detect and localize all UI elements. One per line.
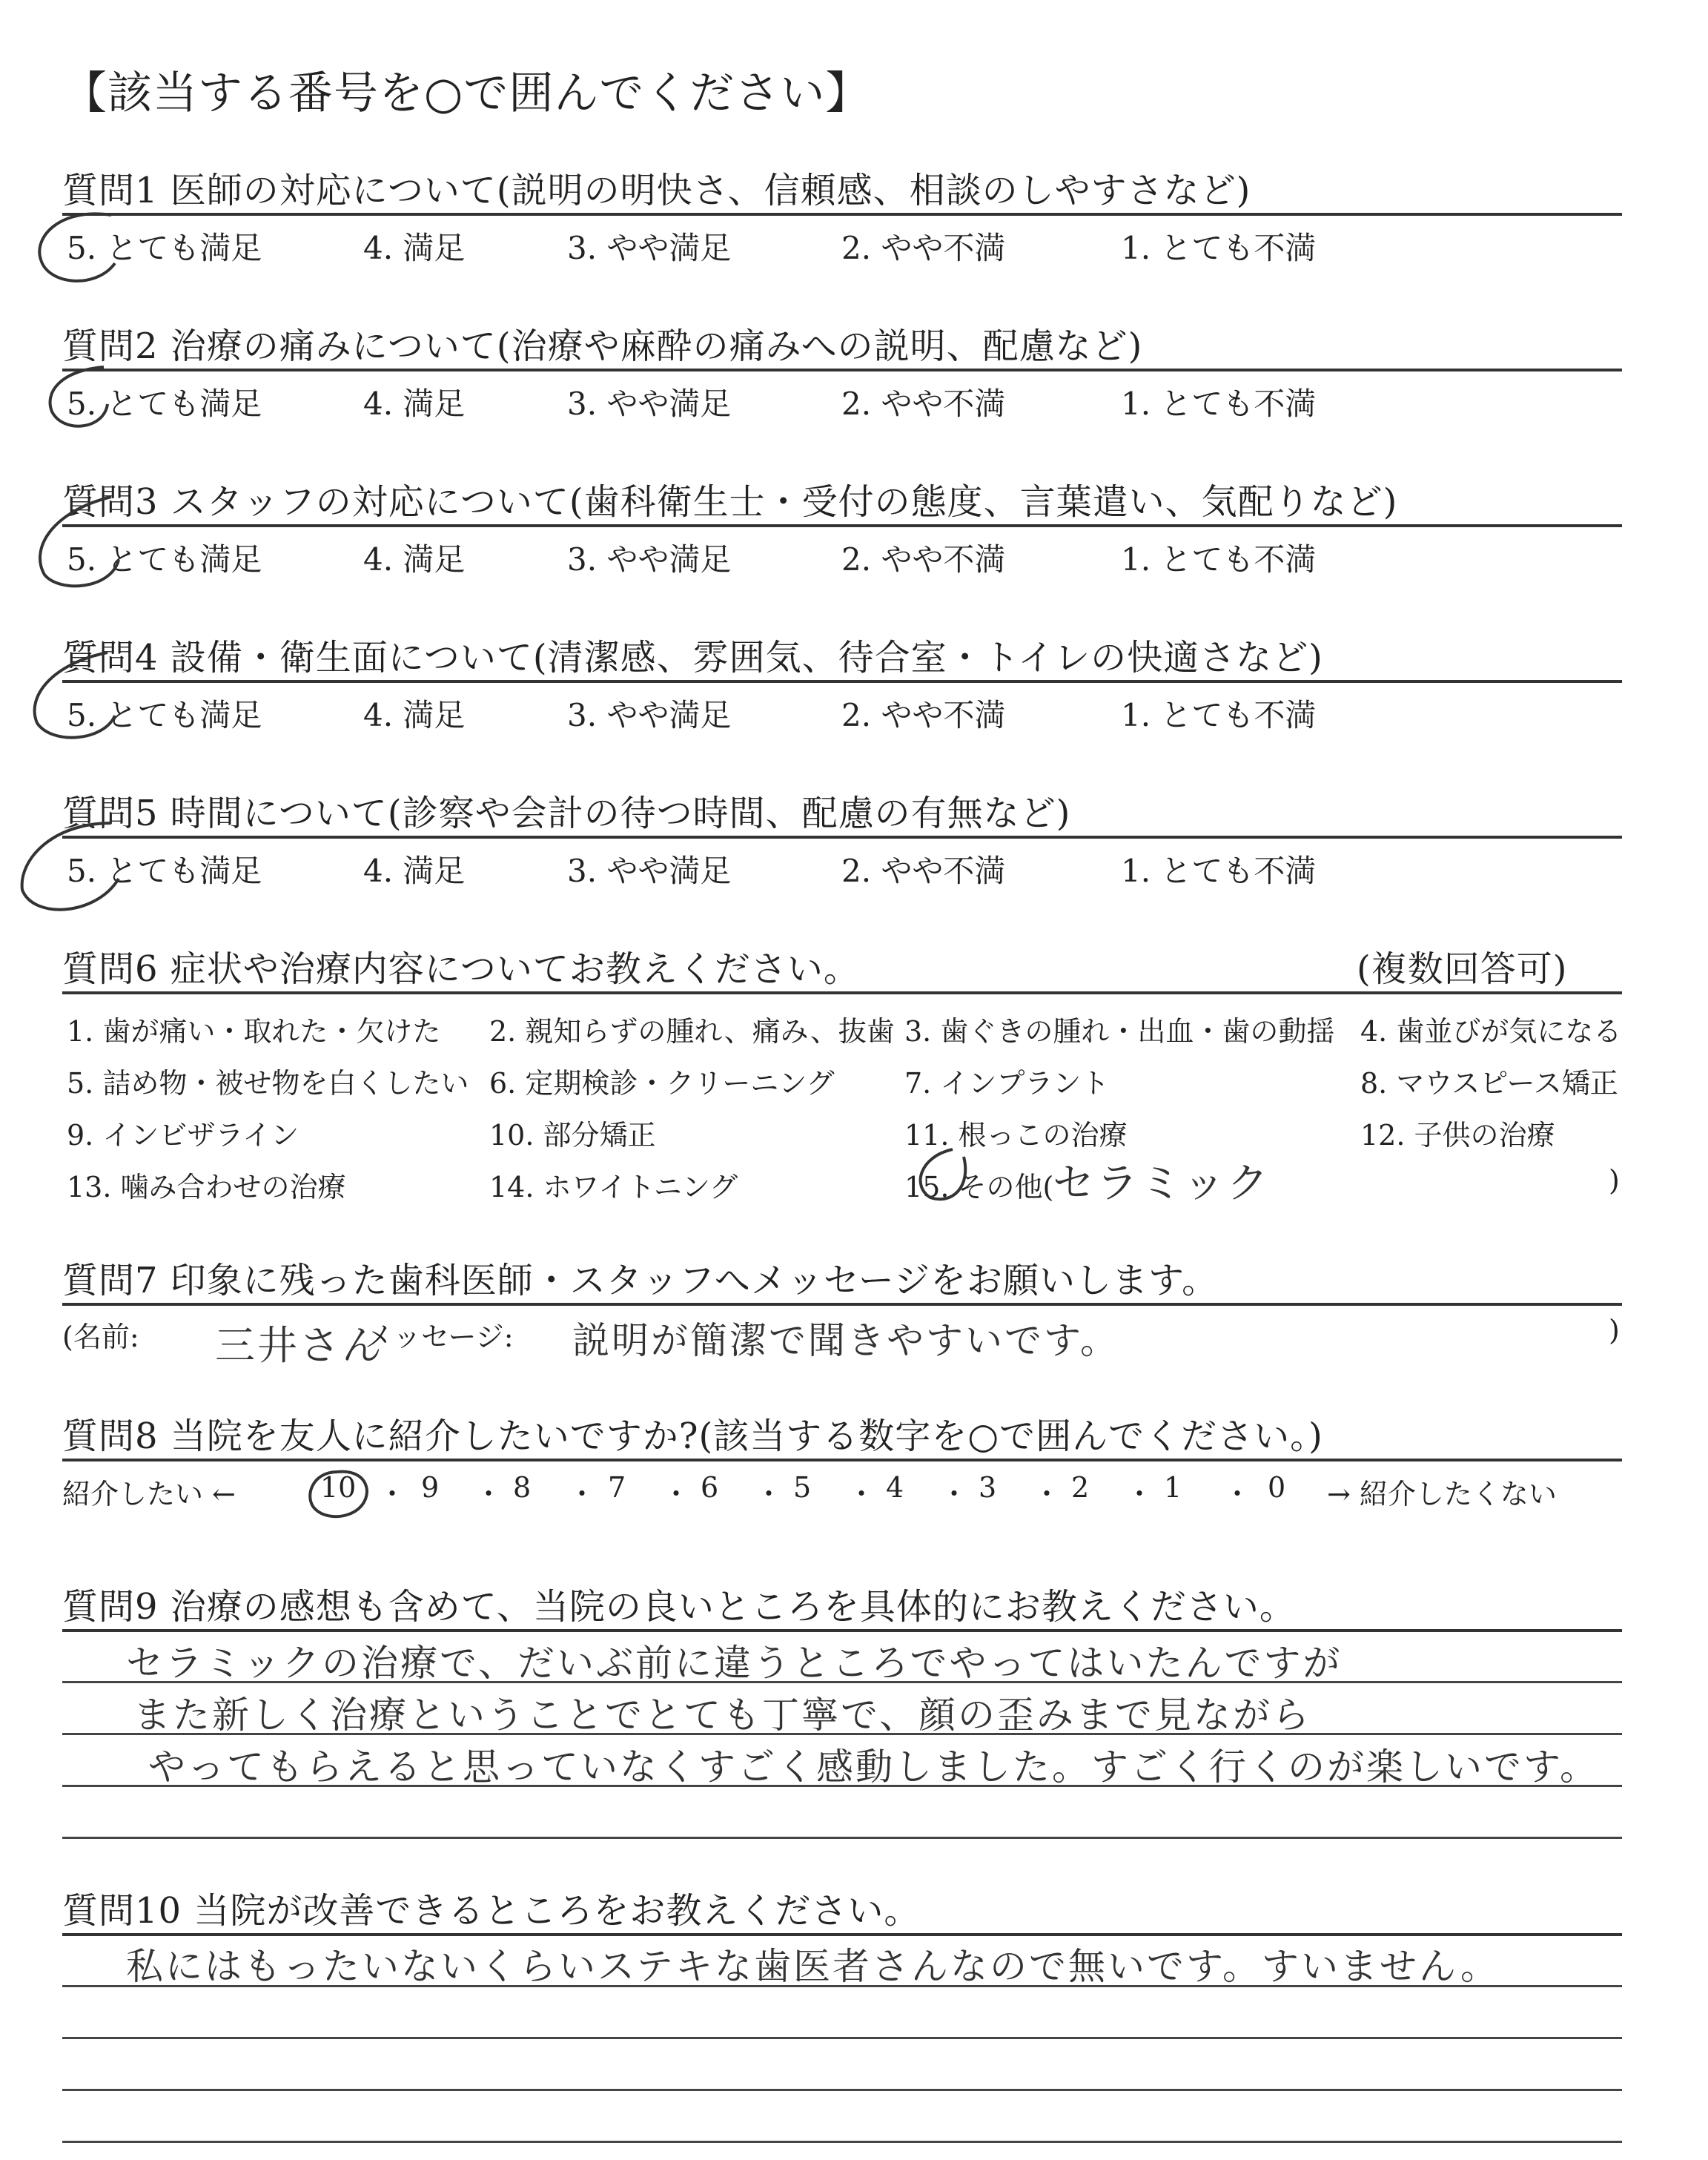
option-5[interactable]: 5. とても満足: [67, 386, 262, 422]
q6-other-answer[interactable]: セラミック: [1053, 1160, 1271, 1208]
q8-selection-circle: [310, 1472, 367, 1517]
question-5-label: 質問5 時間について(診察や会計の待つ時間、配慮の有無など): [62, 793, 1071, 834]
option-1[interactable]: 1. とても不満: [1121, 230, 1317, 266]
option-4[interactable]: 4. 満足: [363, 853, 466, 889]
option-2[interactable]: 2. やや不満: [841, 541, 1006, 578]
option-3[interactable]: 3. やや満足: [567, 386, 732, 422]
option-5[interactable]: 5. とても満足: [67, 230, 262, 266]
q9-answer-line-3[interactable]: やってもらえると思っていなくすごく感動しました。すごく行くのが楽しいです。: [148, 1745, 1599, 1789]
q6-other-close: ): [1609, 1164, 1620, 1197]
q6-option-6[interactable]: 6. 定期検診・クリーニング: [489, 1067, 835, 1100]
scale-separator: ・: [847, 1478, 876, 1510]
name-value[interactable]: 三井さん: [215, 1322, 384, 1369]
scale-separator: ・: [474, 1478, 503, 1510]
scale-separator: ・: [568, 1478, 597, 1510]
q6-option-2[interactable]: 2. 親知らずの腫れ、痛み、抜歯: [489, 1015, 895, 1048]
question-4-label: 質問4 設備・衛生面について(清潔感、雰囲気、待合室・トイレの快適さなど): [62, 637, 1323, 678]
q6-option-10[interactable]: 10. 部分矯正: [489, 1119, 656, 1152]
option-1[interactable]: 1. とても不満: [1121, 386, 1317, 422]
option-2[interactable]: 2. やや不満: [841, 853, 1006, 889]
q6-option-5[interactable]: 5. 詰め物・被せ物を白くしたい: [67, 1067, 469, 1100]
message-close: ): [1609, 1314, 1620, 1347]
option-4[interactable]: 4. 満足: [363, 541, 466, 578]
scale-value-8[interactable]: 8: [513, 1471, 532, 1504]
option-3[interactable]: 3. やや満足: [567, 853, 732, 889]
q6-option-11[interactable]: 11. 根っこの治療: [904, 1119, 1128, 1152]
question-3-label: 質問3 スタッフの対応について(歯科衛生士・受付の態度、言葉遣い、気配りなど): [62, 481, 1398, 523]
scale-value-6[interactable]: 6: [701, 1471, 719, 1504]
scale-value-5[interactable]: 5: [793, 1471, 812, 1504]
form-title: 【該当する番号を○で囲んでください】: [62, 67, 871, 119]
option-1[interactable]: 1. とても不満: [1121, 697, 1317, 733]
scale-value-3[interactable]: 3: [979, 1471, 997, 1504]
scale-value-2[interactable]: 2: [1071, 1471, 1090, 1504]
question-6-label: 質問6 症状や治療内容についてお教えください。: [62, 948, 860, 990]
q4-selection-circle: [35, 653, 115, 738]
question-1-label: 質問1 医師の対応について(説明の明快さ、信頼感、相談のしやすさなど): [62, 170, 1251, 211]
question-7-label: 質問7 印象に残った歯科医師・スタッフへメッセージをお願いします。: [62, 1260, 1219, 1301]
q6-option-13[interactable]: 13. 噛み合わせの治療: [67, 1171, 346, 1203]
q6-selection-circle: [921, 1149, 966, 1199]
name-label: (名前:: [62, 1321, 139, 1353]
q6-option-8[interactable]: 8. マウスピース矯正: [1360, 1067, 1618, 1100]
q6-option-12[interactable]: 12. 子供の治療: [1360, 1119, 1555, 1152]
option-3[interactable]: 3. やや満足: [567, 697, 732, 733]
recommend-left-label: 紹介したい ←: [62, 1478, 236, 1510]
q9-answer-line-2[interactable]: また新しく治療ということでとても丁寧で、顔の歪みまで見ながら: [133, 1694, 1311, 1737]
option-4[interactable]: 4. 満足: [363, 697, 466, 733]
scale-separator: ・: [378, 1478, 407, 1510]
q6-option-14[interactable]: 14. ホワイトニング: [489, 1171, 738, 1203]
scale-value-4[interactable]: 4: [886, 1471, 904, 1504]
scale-value-10[interactable]: 10: [320, 1471, 357, 1504]
q9-answer-line-1[interactable]: セラミックの治療で、だいぶ前に違うところでやってはいたんですが: [126, 1642, 1343, 1685]
scale-separator: ・: [1223, 1478, 1252, 1510]
option-2[interactable]: 2. やや不満: [841, 230, 1006, 266]
q3-selection-circle: [40, 497, 119, 586]
option-1[interactable]: 1. とても不満: [1121, 853, 1317, 889]
scale-separator: ・: [755, 1478, 784, 1510]
scale-separator: ・: [940, 1478, 969, 1510]
q1-selection-circle: [39, 214, 115, 280]
q6-option-15[interactable]: 15. その他(: [904, 1171, 1054, 1203]
option-5[interactable]: 5. とても満足: [67, 853, 262, 889]
option-2[interactable]: 2. やや不満: [841, 697, 1006, 733]
q6-option-1[interactable]: 1. 歯が痛い・取れた・欠けた: [67, 1015, 441, 1048]
message-value[interactable]: 説明が簡潔で聞きやすいです。: [572, 1319, 1119, 1362]
scale-value-1[interactable]: 1: [1164, 1471, 1182, 1504]
message-label: メッセージ:: [365, 1321, 514, 1353]
q6-option-4[interactable]: 4. 歯並びが気になる: [1360, 1015, 1622, 1048]
q6-option-3[interactable]: 3. 歯ぐきの腫れ・出血・歯の動揺: [904, 1015, 1335, 1048]
q10-answer-line-1[interactable]: 私にはもったいないくらいステキな歯医者さんなので無いです。すいません。: [126, 1945, 1500, 1988]
question-9-label: 質問9 治療の感想も含めて、当院の良いところを具体的にお教えください。: [62, 1586, 1296, 1628]
multiple-answers-note: (複数回答可): [1357, 948, 1568, 990]
scale-separator: ・: [662, 1478, 691, 1510]
scale-separator: ・: [1125, 1478, 1154, 1510]
q2-selection-circle: [50, 367, 107, 426]
question-8-label: 質問8 当院を友人に紹介したいですか?(該当する数字を○で囲んでください。): [62, 1416, 1323, 1457]
q6-option-9[interactable]: 9. インビザライン: [67, 1119, 299, 1152]
scale-value-0[interactable]: 0: [1268, 1471, 1286, 1504]
option-5[interactable]: 5. とても満足: [67, 697, 262, 733]
option-2[interactable]: 2. やや不満: [841, 386, 1006, 422]
q5-selection-circle: [22, 823, 119, 910]
scale-value-7[interactable]: 7: [608, 1471, 626, 1504]
q6-option-7[interactable]: 7. インプラント: [904, 1067, 1110, 1100]
option-5[interactable]: 5. とても満足: [67, 541, 262, 578]
question-10-label: 質問10 当院が改善できるところをお教えください。: [62, 1890, 921, 1932]
option-4[interactable]: 4. 満足: [363, 386, 466, 422]
question-2-label: 質問2 治療の痛みについて(治療や麻酔の痛みへの説明、配慮など): [62, 326, 1143, 367]
recommend-right-label: → 紹介したくない: [1327, 1478, 1557, 1510]
option-3[interactable]: 3. やや満足: [567, 541, 732, 578]
scale-value-9[interactable]: 9: [421, 1471, 440, 1504]
option-1[interactable]: 1. とても不満: [1121, 541, 1317, 578]
option-4[interactable]: 4. 満足: [363, 230, 466, 266]
option-3[interactable]: 3. やや満足: [567, 230, 732, 266]
scale-separator: ・: [1033, 1478, 1062, 1510]
